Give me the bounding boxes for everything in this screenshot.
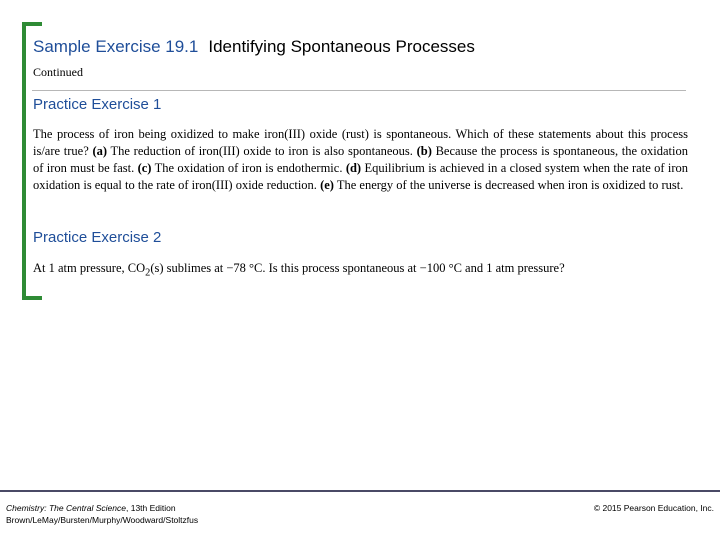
continued-label: Continued <box>33 65 83 79</box>
practice-exercise-1-heading: Practice Exercise 1 <box>33 96 162 113</box>
option-d-label: (d) <box>345 161 362 175</box>
option-e-label: (e) <box>320 178 334 192</box>
question-stem: The process of iron being oxidized to make iron(III) oxide (rust) is spontaneous. Which of these statements about this process is/are true? <box>33 127 688 158</box>
option-d-text: Equilibrium is achieved in a closed system when the rate of iron oxidation is equal to the rate of iron(III) oxide reduction. <box>33 161 688 192</box>
book-title-line <box>6 502 198 514</box>
option-a-label: (a) <box>92 144 108 158</box>
co2-subscript: 2 <box>145 267 151 279</box>
option-c-label: (c) <box>137 161 152 175</box>
title-number: Sample Exercise 19.1 <box>33 37 199 56</box>
option-e-text: The energy of the universe is decreased when iron is oxidized to rust. <box>333 178 684 192</box>
option-c-text: The oxidation of iron is endothermic. <box>151 161 346 175</box>
practice-exercise-2-heading: Practice Exercise 2 <box>33 229 162 246</box>
footer-citation <box>6 502 198 526</box>
page-title <box>33 37 475 57</box>
question-text-start: At 1 atm pressure, CO <box>33 261 146 275</box>
footer-divider <box>0 490 720 492</box>
practice-exercise-1-text <box>33 126 688 194</box>
option-a-text: The reduction of iron(III) oxide to iron is also spontaneous. <box>107 144 417 158</box>
title-text: Identifying Spontaneous Processes <box>208 37 475 56</box>
copyright-notice: © 2015 Pearson Education, Inc. <box>593 503 714 513</box>
book-title: Chemistry: The Central Science <box>6 503 126 513</box>
question-text-end: (s) sublimes at −78 °C. Is this process spontaneous at −100 °C and 1 atm pressure? <box>150 261 565 275</box>
option-b-label: (b) <box>416 144 432 158</box>
header-divider <box>32 90 686 91</box>
option-b-text: Because the process is spontaneous, the oxidation of iron must be fast. <box>33 144 688 175</box>
practice-exercise-2-text <box>33 260 688 282</box>
book-edition: , 13th Edition <box>126 503 176 513</box>
book-authors: Brown/LeMay/Bursten/Murphy/Woodward/Stoltzfus <box>6 515 199 525</box>
